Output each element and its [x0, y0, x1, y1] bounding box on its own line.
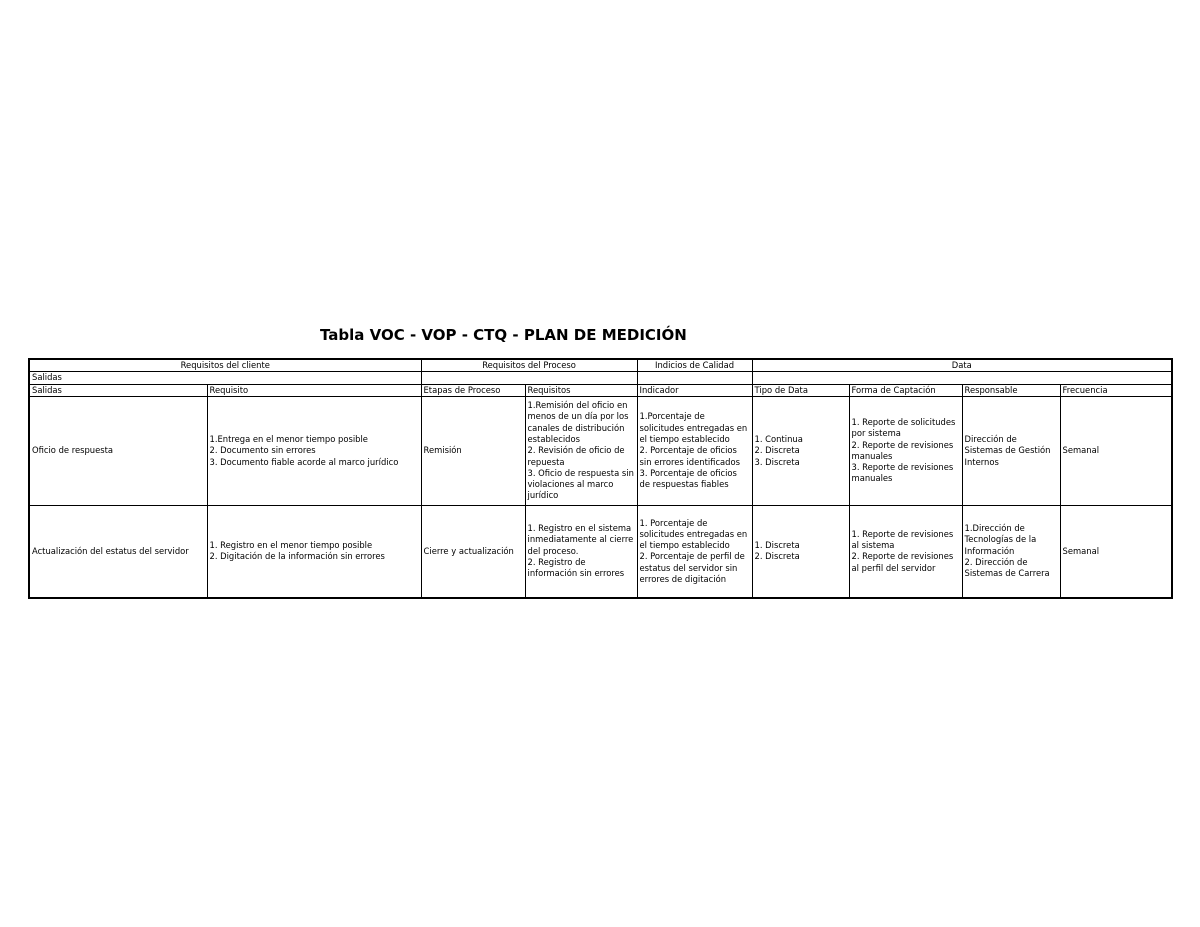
- column-header-requisito: Requisito: [207, 384, 421, 396]
- column-header-requisitos: Requisitos: [525, 384, 637, 396]
- sub-header-empty-2: [637, 372, 752, 384]
- cell-salida: Actualización del estatus del servidor: [29, 505, 207, 598]
- cell-forma-captacion: 1. Reporte de solicitudes por sistema 2. Reporte de revisiones manuales 3. Reporte de revisiones manuales: [849, 396, 962, 505]
- cell-requisitos-proceso: 1. Registro en el sistema inmediatamente al cierre del proceso. 2. Registro de información sin errores: [525, 505, 637, 598]
- cell-tipo-data: 1. Discreta 2. Discreta: [752, 505, 849, 598]
- column-header-frecuencia: Frecuencia: [1060, 384, 1172, 396]
- sub-header-empty-3: [752, 372, 1172, 384]
- measurement-plan-table: [28, 358, 1173, 599]
- group-header-data: Data: [752, 359, 1172, 372]
- column-header-row: [29, 384, 1172, 396]
- cell-frecuencia: Semanal: [1060, 396, 1172, 505]
- column-header-forma-captacion: Forma de Captación: [849, 384, 962, 396]
- group-header-row: [29, 359, 1172, 372]
- cell-requisitos-proceso: 1.Remisión del oficio en menos de un día por los canales de distribución establecidos 2. Revisión de oficio de repuesta 3. Oficio de respuesta sin violaciones al marco jurídico: [525, 396, 637, 505]
- column-header-salidas: Salidas: [29, 384, 207, 396]
- cell-salida: Oficio de respuesta: [29, 396, 207, 505]
- page-title: Tabla VOC - VOP - CTQ - PLAN DE MEDICIÓN: [320, 326, 687, 344]
- column-header-indicador: Indicador: [637, 384, 752, 396]
- group-header-cliente: Requisitos del cliente: [29, 359, 421, 372]
- table-row: [29, 396, 1172, 505]
- cell-requisito: 1.Entrega en el menor tiempo posible 2. Documento sin errores 3. Documento fiable acorde al marco jurídico: [207, 396, 421, 505]
- cell-frecuencia: Semanal: [1060, 505, 1172, 598]
- sub-header-salidas: Salidas: [29, 372, 421, 384]
- group-header-calidad: Indicios de Calidad: [637, 359, 752, 372]
- cell-indicador: 1. Porcentaje de solicitudes entregadas en el tiempo establecido 2. Porcentaje de perfil de estatus del servidor sin errores de digitación: [637, 505, 752, 598]
- cell-responsable: 1.Dirección de Tecnologías de la Información 2. Dirección de Sistemas de Carrera: [962, 505, 1060, 598]
- sub-header-empty-1: [421, 372, 637, 384]
- sub-header-row: [29, 372, 1172, 384]
- group-header-proceso: Requisitos del Proceso: [421, 359, 637, 372]
- table-row: [29, 505, 1172, 598]
- cell-forma-captacion: 1. Reporte de revisiones al sistema 2. Reporte de revisiones al perfil del servidor: [849, 505, 962, 598]
- column-header-etapas: Etapas de Proceso: [421, 384, 525, 396]
- cell-etapa: Remisión: [421, 396, 525, 505]
- cell-tipo-data: 1. Continua 2. Discreta 3. Discreta: [752, 396, 849, 505]
- cell-requisito: 1. Registro en el menor tiempo posible 2. Digitación de la información sin errores: [207, 505, 421, 598]
- cell-etapa: Cierre y actualización: [421, 505, 525, 598]
- cell-indicador: 1.Porcentaje de solicitudes entregadas en el tiempo establecido 2. Porcentaje de oficios sin errores identificados 3. Porcentaje de oficios de respuestas fiables: [637, 396, 752, 505]
- column-header-tipo-data: Tipo de Data: [752, 384, 849, 396]
- cell-responsable: Dirección de Sistemas de Gestión Internos: [962, 396, 1060, 505]
- column-header-responsable: Responsable: [962, 384, 1060, 396]
